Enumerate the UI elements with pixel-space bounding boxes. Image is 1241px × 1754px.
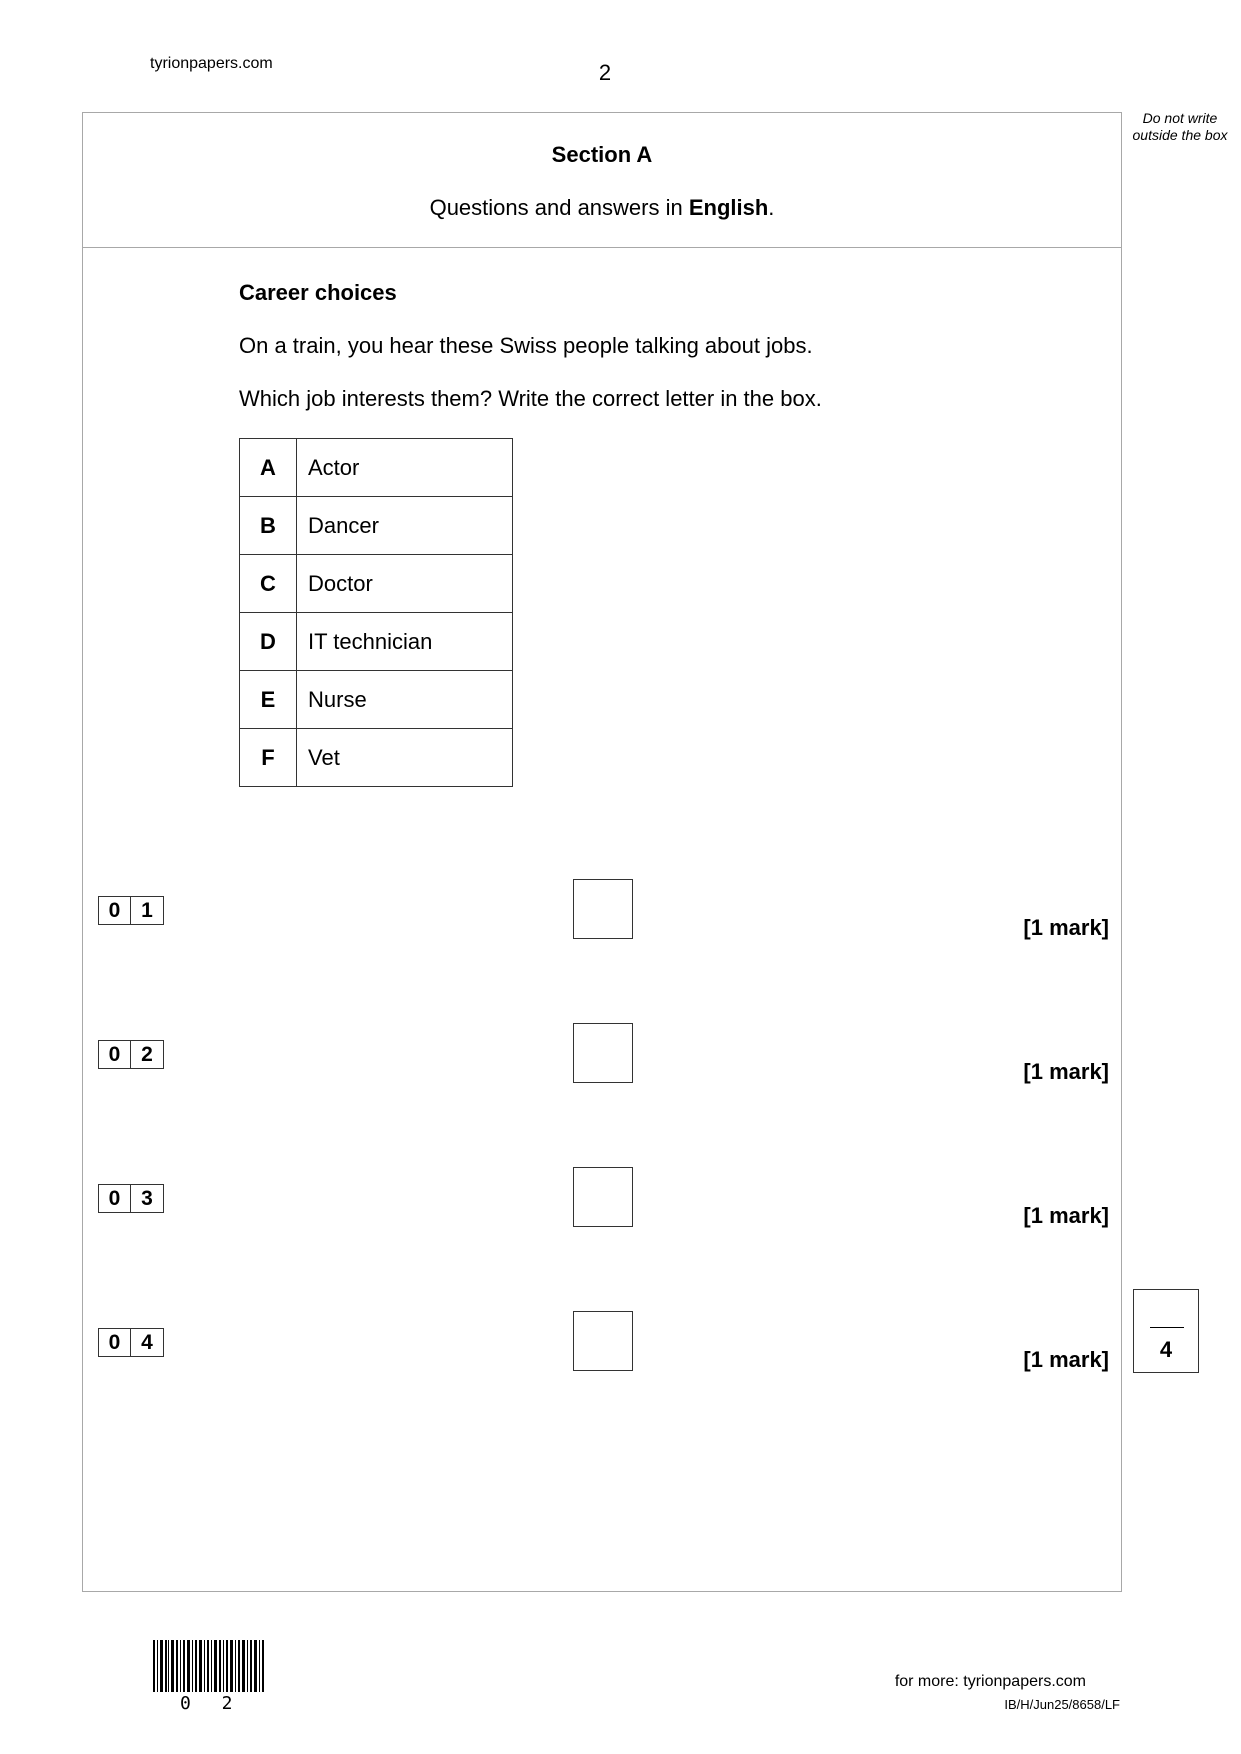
option-row [240, 439, 513, 497]
question-number-04 [98, 1328, 164, 1357]
answer-box-01[interactable] [573, 879, 633, 939]
question-digit: 1 [131, 896, 164, 925]
section-subtitle-suffix: . [768, 195, 775, 220]
options-table [239, 438, 513, 787]
page-number: 2 [598, 60, 612, 85]
mark-label-04: [1 mark] [1023, 1347, 1109, 1372]
option-row [240, 729, 513, 787]
option-job: Actor [297, 439, 513, 497]
option-job: IT technician [297, 613, 513, 671]
option-job: Vet [297, 729, 513, 787]
instruction-task: Which job interests them? Write the correct letter in the box. [239, 386, 822, 411]
section-subtitle-language: English [688, 195, 769, 220]
barcode-icon [153, 1640, 265, 1692]
option-letter: B [240, 497, 297, 555]
section-subtitle [82, 195, 1122, 221]
question-number-01 [98, 896, 164, 925]
section-subtitle-prefix: Questions and answers in [429, 195, 689, 220]
mark-label-03: [1 mark] [1023, 1203, 1109, 1228]
section-title: Section A [551, 142, 653, 167]
section-divider [82, 247, 1122, 248]
mark-label-02: [1 mark] [1023, 1059, 1109, 1084]
answer-box-04[interactable] [573, 1311, 633, 1371]
barcode-number: 0 2 [180, 1693, 243, 1714]
question-digit: 3 [131, 1184, 164, 1213]
footer-more-link: for more: tyrionpapers.com [894, 1673, 1086, 1690]
answer-box-03[interactable] [573, 1167, 633, 1227]
footer-paper-code: IB/H/Jun25/8658/LF [1004, 1697, 1120, 1712]
option-row [240, 497, 513, 555]
page-total-marks: 4 [1159, 1337, 1173, 1362]
header-site: tyrionpapers.com [150, 55, 273, 72]
option-letter: E [240, 671, 297, 729]
mark-label-01: [1 mark] [1023, 915, 1109, 940]
page-total-box [1133, 1289, 1199, 1373]
option-job: Doctor [297, 555, 513, 613]
option-row [240, 555, 513, 613]
option-letter: D [240, 613, 297, 671]
option-letter: F [240, 729, 297, 787]
question-heading: Career choices [239, 280, 397, 305]
question-digit: 0 [98, 1184, 131, 1213]
question-digit: 0 [98, 1040, 131, 1069]
answer-box-02[interactable] [573, 1023, 633, 1083]
option-job: Nurse [297, 671, 513, 729]
question-digit: 2 [131, 1040, 164, 1069]
total-score-line [1150, 1327, 1184, 1328]
question-number-03 [98, 1184, 164, 1213]
question-digit: 4 [131, 1328, 164, 1357]
option-row [240, 613, 513, 671]
question-digit: 0 [98, 1328, 131, 1357]
margin-note: Do not write outside the box [1132, 110, 1228, 143]
question-number-02 [98, 1040, 164, 1069]
question-digit: 0 [98, 896, 131, 925]
option-letter: C [240, 555, 297, 613]
option-row [240, 671, 513, 729]
option-letter: A [240, 439, 297, 497]
option-job: Dancer [297, 497, 513, 555]
instruction-context: On a train, you hear these Swiss people talking about jobs. [239, 333, 813, 358]
